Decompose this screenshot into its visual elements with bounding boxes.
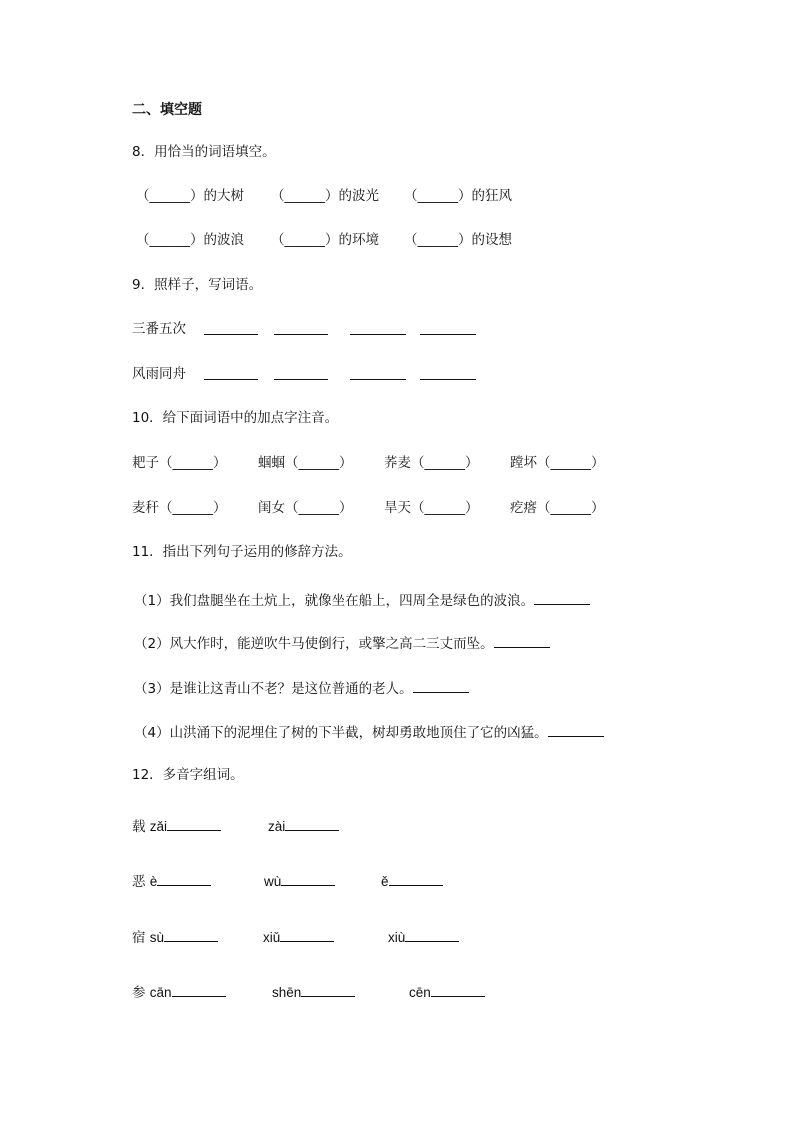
- pinyin-reading: wù: [264, 874, 282, 889]
- answer-blank[interactable]: [274, 320, 328, 335]
- q10-item[interactable]: 耙子（______）: [132, 455, 227, 471]
- answer-blank[interactable]: [164, 927, 218, 942]
- q12-row-3: [132, 927, 692, 945]
- answer-blank[interactable]: [494, 633, 550, 648]
- q11-item-3: [134, 678, 469, 698]
- polyphone-char: 宿: [132, 930, 146, 946]
- pinyin-reading: xiǔ: [263, 930, 281, 945]
- question-12-prompt: 12．多音字组词。: [132, 767, 244, 783]
- question-9-prompt: 9．照样子，写词语。: [132, 277, 263, 293]
- q12-row-2: [132, 871, 692, 889]
- q8-item[interactable]: （______）的设想: [404, 232, 512, 248]
- answer-blank[interactable]: [389, 871, 443, 886]
- q8-item[interactable]: （______）的大树: [136, 188, 244, 204]
- q10-item[interactable]: 蹚坏（______）: [510, 455, 605, 471]
- answer-blank[interactable]: [285, 816, 339, 831]
- question-8-prompt: 8．用恰当的词语填空。: [132, 144, 276, 160]
- q8-item[interactable]: （______）的波浪: [136, 232, 244, 248]
- answer-blank[interactable]: [281, 871, 335, 886]
- answer-blank[interactable]: [405, 927, 459, 942]
- q10-item[interactable]: 蝈蝈（______）: [258, 455, 353, 471]
- answer-blank[interactable]: [350, 320, 406, 335]
- polyphone-char: 载: [132, 819, 146, 835]
- pinyin-reading: zǎi: [149, 819, 168, 834]
- q10-item[interactable]: 旱天（______）: [384, 500, 479, 516]
- answer-blank[interactable]: [420, 320, 476, 335]
- answer-blank[interactable]: [157, 871, 211, 886]
- answer-blank[interactable]: [350, 365, 406, 380]
- answer-blank[interactable]: [167, 816, 221, 831]
- answer-blank[interactable]: [204, 365, 258, 380]
- section-title: 二、填空题: [132, 102, 202, 118]
- q9-example-word: 风雨同舟: [132, 366, 186, 382]
- answer-blank[interactable]: [420, 365, 476, 380]
- question-10-row-1: [132, 454, 692, 472]
- q9-example-word: 三番五次: [132, 321, 186, 337]
- pinyin-reading: è: [149, 874, 158, 889]
- q11-item-1: [134, 590, 590, 610]
- pinyin-reading: cān: [149, 985, 172, 1000]
- question-8-row-2: [132, 231, 692, 249]
- pinyin-reading: cēn: [409, 985, 431, 1000]
- answer-blank[interactable]: [280, 927, 334, 942]
- pinyin-reading: sù: [149, 930, 165, 945]
- answer-blank[interactable]: [548, 722, 604, 737]
- answer-blank[interactable]: [413, 678, 469, 693]
- pinyin-reading: xiù: [388, 930, 406, 945]
- q10-item[interactable]: 荞麦（______）: [384, 455, 479, 471]
- q11-sentence: （3）是谁让这青山不老？是这位普通的老人。: [134, 681, 413, 697]
- pinyin-reading: shēn: [272, 985, 302, 1000]
- q10-item[interactable]: 疙瘩（______）: [510, 500, 605, 516]
- q12-row-1: [132, 816, 692, 834]
- polyphone-char: 恶: [132, 874, 146, 890]
- question-11-prompt: 11．指出下列句子运用的修辞方法。: [132, 544, 352, 560]
- answer-blank[interactable]: [301, 982, 355, 997]
- answer-blank[interactable]: [431, 982, 485, 997]
- question-9-row-1: [132, 320, 692, 338]
- q11-sentence: （1）我们盘腿坐在土炕上，就像坐在船上，四周全是绿色的波浪。: [134, 593, 535, 609]
- pinyin-reading: ě: [381, 874, 389, 889]
- question-8-row-1: [132, 187, 692, 205]
- q8-item[interactable]: （______）的狂风: [404, 188, 512, 204]
- q10-item[interactable]: 麦秆（______）: [132, 500, 227, 516]
- q11-sentence: （2）风大作时，能逆吹牛马使倒行，或擎之高二三丈而坠。: [134, 636, 494, 652]
- question-10-prompt: 10．给下面词语中的加点字注音。: [132, 410, 339, 426]
- q8-item[interactable]: （______）的波光: [271, 188, 379, 204]
- answer-blank[interactable]: [534, 590, 590, 605]
- q8-item[interactable]: （______）的环境: [271, 232, 379, 248]
- q12-row-4: [132, 982, 692, 1000]
- question-10-row-2: [132, 499, 692, 517]
- answer-blank[interactable]: [274, 365, 328, 380]
- q10-item[interactable]: 闺女（______）: [258, 500, 353, 516]
- q11-item-2: [134, 633, 550, 653]
- pinyin-reading: zài: [268, 819, 286, 834]
- q11-sentence: （4）山洪涌下的泥埋住了树的下半截，树却勇敢地顶住了它的凶猛。: [134, 725, 548, 741]
- question-9-row-2: [132, 365, 692, 383]
- answer-blank[interactable]: [172, 982, 226, 997]
- q11-item-4: [134, 722, 604, 742]
- polyphone-char: 参: [132, 985, 146, 1001]
- answer-blank[interactable]: [204, 320, 258, 335]
